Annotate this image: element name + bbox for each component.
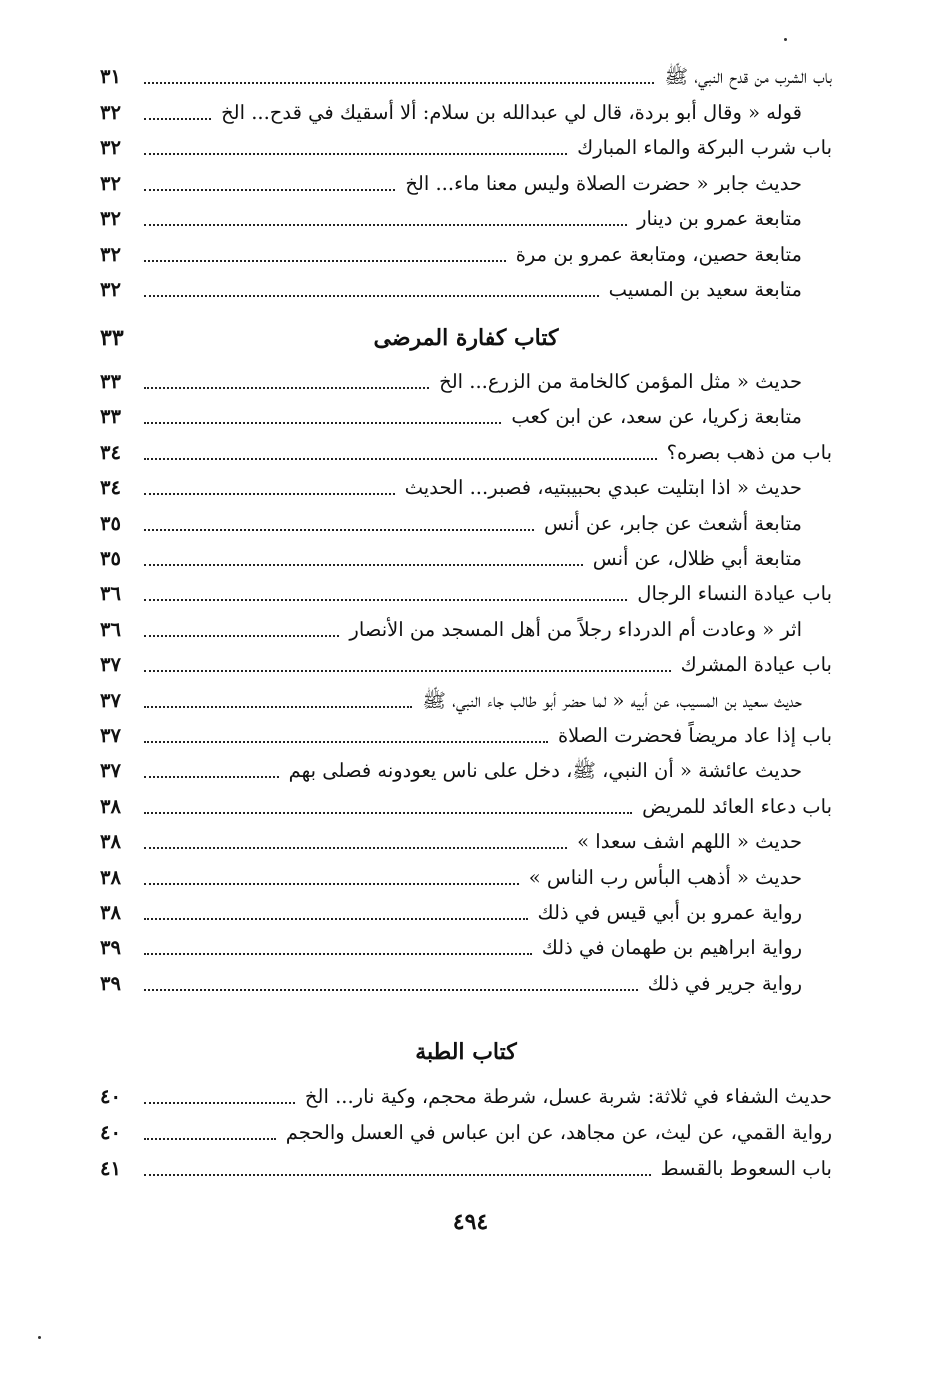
toc-entry-title: باب عيادة النساء الرجال <box>637 582 832 606</box>
toc-entry-page: ٣٢ <box>100 242 121 266</box>
dot-leader <box>144 706 412 708</box>
toc-entry <box>100 202 802 236</box>
toc-entry-page: ٣٨ <box>100 865 121 889</box>
dot-leader <box>144 989 638 991</box>
toc-entry-title: رواية ابراهيم بن طهمان في ذلك <box>541 936 802 960</box>
toc-entry-page: ٣٧ <box>100 688 121 712</box>
dot-leader <box>144 118 211 120</box>
toc-entry-title: رواية جرير في ذلك <box>647 971 802 995</box>
toc-entry-page: ٣٧ <box>100 759 121 783</box>
toc-entry <box>100 613 802 647</box>
toc-entry-title: متابعة عمرو بن دينار <box>637 207 802 230</box>
toc-entry <box>100 825 802 859</box>
toc-entry <box>100 167 802 201</box>
dot-leader <box>144 1102 295 1104</box>
dot-leader <box>144 847 567 849</box>
toc-entry-page: ٣٢ <box>100 207 121 230</box>
toc-entry-title: باب شرب البركة والماء المبارك <box>577 136 832 159</box>
toc-entry-title: باب دعاء العائد للمريض <box>642 794 832 818</box>
toc-entry-page: ٣١ <box>100 65 121 88</box>
dot-leader <box>144 295 599 297</box>
dot-leader <box>144 422 501 424</box>
dot-leader <box>144 635 339 637</box>
toc-entry-page: ٣٧ <box>100 653 121 677</box>
toc-entry-title: باب إذا عاد مريضاً فحضرت الصلاة <box>557 724 832 747</box>
toc-entry-page: ٣٨ <box>100 901 121 924</box>
toc-entry <box>100 967 802 1001</box>
toc-entry-title: حديث « أذهب البأس رب الناس » <box>528 865 802 889</box>
toc-entry <box>100 238 802 272</box>
toc-entry <box>100 96 802 130</box>
dot-leader <box>144 1138 276 1140</box>
toc-entry-page: ٤٠ <box>100 1085 121 1108</box>
toc-entry-page: ٣٥ <box>100 547 121 570</box>
toc-entry-title: باب من ذهب بصره؟ <box>666 440 832 464</box>
toc-entry-title: متابعة حصين، ومتابعة عمرو بن مرة <box>515 242 802 266</box>
paper-speck <box>784 38 787 41</box>
toc-entry <box>100 60 832 94</box>
toc-entry-page: ٣٩ <box>100 971 121 995</box>
toc-entry-title: حديث سعيد بن المسيب، عن أبيه « لما حضر أبو طالب جاء النبي، ﷺ <box>422 688 802 712</box>
dot-leader <box>144 82 654 84</box>
dot-leader <box>144 741 548 743</box>
toc-entry-title: متابعة أبي ظلال، عن أنس <box>592 547 802 570</box>
dot-leader <box>144 812 632 814</box>
section-title-kaffarat-al-marda <box>100 318 832 358</box>
toc-entry-page: ٣٤ <box>100 440 121 464</box>
dot-leader <box>144 260 506 262</box>
toc-entry-title: حديث الشفاء في ثلاثة: شربة عسل، شرطة محجم، وكية نار... الخ <box>304 1085 832 1108</box>
dot-leader <box>144 918 528 920</box>
toc-entry-title: متابعة سعيد بن المسيب <box>608 278 802 301</box>
page-number: ٤٩٤ <box>452 1209 489 1235</box>
toc-entry <box>100 684 802 718</box>
toc-entry-title: حديث عائشة « أن النبي، ﷺ، دخل على ناس يعودونه فصلى بهم <box>288 759 802 783</box>
dot-leader <box>144 529 534 531</box>
dot-leader <box>144 599 627 601</box>
toc-entry-page: ٣٣ <box>100 370 121 393</box>
toc-entry <box>100 790 832 824</box>
toc-entry-page: ٣٢ <box>100 100 121 124</box>
toc-entry-page: ٣٩ <box>100 936 121 960</box>
toc-entry <box>100 648 832 682</box>
toc-entry <box>100 436 832 470</box>
toc-entry <box>100 1116 832 1150</box>
toc-entry <box>100 365 802 399</box>
toc-entry-title: باب السعوط بالقسط <box>660 1157 832 1180</box>
dot-leader <box>144 776 279 778</box>
dot-leader <box>144 387 429 389</box>
toc-entry <box>100 1080 832 1114</box>
section-title-text: كتاب كفارة المرضى <box>373 325 559 351</box>
dot-leader <box>144 458 657 460</box>
toc-entry-title: حديث « مثل المؤمن كالخامة من الزرع... الخ <box>439 370 802 393</box>
toc-entry-page: ٣٧ <box>100 724 121 747</box>
section-title-text: كتاب الطبة <box>415 1039 517 1065</box>
toc-entry-page: ٣٦ <box>100 582 121 606</box>
toc-entry-page: ٤١ <box>100 1157 121 1180</box>
toc-entry-title: قوله « وقال أبو بردة، قال لي عبدالله بن سلام: ألا أسقيك في قدح... الخ <box>221 100 802 124</box>
toc-entry-title: اثر « وعادت أم الدرداء رجلاً من أهل المسجد من الأنصار <box>349 617 802 641</box>
toc-entry-title: رواية عمرو بن أبي قيس في ذلك <box>537 901 802 924</box>
dot-leader <box>144 189 395 191</box>
toc-entry <box>100 861 802 895</box>
toc-entry-title: باب عيادة المشرك <box>680 653 832 677</box>
dot-leader <box>144 153 567 155</box>
toc-entry-title: باب الشرب من قدح النبي، ﷺ <box>664 65 832 88</box>
toc-entry <box>100 542 802 576</box>
toc-entry <box>100 719 832 753</box>
toc-entry <box>100 507 802 541</box>
dot-leader <box>144 493 395 495</box>
toc-entry <box>100 400 802 434</box>
toc-entry-page: ٣٣ <box>100 405 121 429</box>
toc-entry-page: ٤٠ <box>100 1121 121 1144</box>
dot-leader <box>144 224 627 226</box>
toc-entry <box>100 931 802 965</box>
toc-entry-page: ٣٨ <box>100 794 121 818</box>
dot-leader <box>144 1174 651 1176</box>
toc-entry-title: حديث جابر « حضرت الصلاة وليس معنا ماء... الخ <box>405 171 802 195</box>
paper-speck <box>38 1336 41 1339</box>
toc-entry <box>100 577 832 611</box>
dot-leader <box>144 564 583 566</box>
toc-entry-page: ٣٦ <box>100 617 121 641</box>
toc-entry-title: حديث « اذا ابتليت عبدي بحبيبتيه، فصبر... الحديث <box>404 476 802 500</box>
toc-entry-page: ٣٢ <box>100 171 121 195</box>
toc-entry-title: متابعة أشعث عن جابر، عن أنس <box>543 511 802 535</box>
toc-entry-title: حديث « اللهم اشف سعدا » <box>577 830 802 854</box>
dot-leader <box>144 883 519 885</box>
dot-leader <box>144 670 671 672</box>
section-page-number: ٣٣ <box>100 325 124 351</box>
toc-entry <box>100 471 802 505</box>
section-title-al-tibb <box>100 1032 832 1072</box>
toc-entry-page: ٣٥ <box>100 511 121 535</box>
toc-entry <box>100 1152 832 1186</box>
toc-entry-page: ٣٢ <box>100 278 121 301</box>
toc-entry-title: رواية القمي، عن ليث، عن مجاهد، عن ابن عباس في العسل والحجم <box>285 1121 832 1144</box>
toc-entry-page: ٣٢ <box>100 136 121 159</box>
toc-entry <box>100 754 802 788</box>
dot-leader <box>144 953 532 955</box>
toc-entry-page: ٣٨ <box>100 830 121 854</box>
toc-entry <box>100 896 802 930</box>
toc-entry-title: متابعة زكريا، عن سعد، عن ابن كعب <box>511 405 802 429</box>
toc-entry <box>100 273 802 307</box>
toc-entry-page: ٣٤ <box>100 476 121 500</box>
toc-entry <box>100 131 832 165</box>
